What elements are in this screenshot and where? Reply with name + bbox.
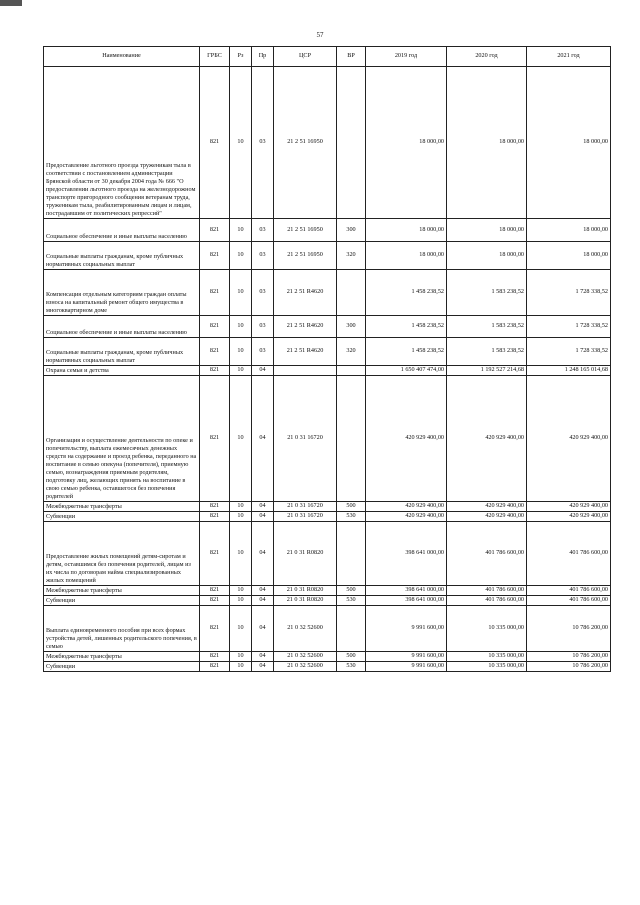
cell-rz: 10 <box>230 652 252 662</box>
cell-csr: 21 0 31 R0820 <box>274 596 337 606</box>
cell-name: Социальное обеспечение и иные выплаты населению <box>44 316 200 338</box>
cell-rz: 10 <box>230 662 252 672</box>
cell-2020: 1 583 238,52 <box>447 270 527 316</box>
cell-csr: 21 2 51 R4620 <box>274 270 337 316</box>
cell-name: Социальные выплаты гражданам, кроме публичных нормативных социальных выплат <box>44 338 200 366</box>
cell-pr: 04 <box>252 376 274 502</box>
cell-2021: 1 728 338,52 <box>527 316 611 338</box>
table-row <box>44 219 611 242</box>
cell-name: Компенсация отдельным категориям граждан оплаты взноса на капитальный ремонт общего имущества в многоквартирном доме <box>44 270 200 316</box>
table-row <box>44 652 611 662</box>
cell-2020: 1 583 238,52 <box>447 316 527 338</box>
cell-2019: 420 929 400,00 <box>366 512 447 522</box>
cell-2019: 9 991 600,00 <box>366 606 447 652</box>
cell-name: Предоставление льготного проезда труженикам тыла в соответствии с постановлением администрации Брянской области от 30 декабря 2004 года № 666 "О предоставлении льготного проезда на железнодорожном транспорте пригородного сообщения ветеранам труда, труженикам тыла, реабилитированным лицам и лицам, пострадавшим от политических репрессий" <box>44 67 200 219</box>
header-name: Наименование <box>44 47 200 67</box>
cell-csr <box>274 366 337 376</box>
cell-vr: 500 <box>337 652 366 662</box>
cell-vr <box>337 67 366 219</box>
cell-grbs: 821 <box>200 662 230 672</box>
cell-2021: 420 929 400,00 <box>527 512 611 522</box>
cell-2020: 10 335 000,00 <box>447 662 527 672</box>
cell-2021: 10 786 200,00 <box>527 606 611 652</box>
cell-rz: 10 <box>230 270 252 316</box>
cell-2019: 1 650 407 474,00 <box>366 366 447 376</box>
cell-grbs: 821 <box>200 219 230 242</box>
cell-2021: 420 929 400,00 <box>527 502 611 512</box>
cell-rz: 10 <box>230 512 252 522</box>
header-pr: Пр <box>252 47 274 67</box>
cell-vr: 300 <box>337 219 366 242</box>
cell-2020: 420 929 400,00 <box>447 502 527 512</box>
cell-grbs: 821 <box>200 338 230 366</box>
cell-vr <box>337 376 366 502</box>
cell-2021: 1 248 165 014,68 <box>527 366 611 376</box>
cell-vr: 530 <box>337 596 366 606</box>
cell-2019: 420 929 400,00 <box>366 376 447 502</box>
header-csr: ЦСР <box>274 47 337 67</box>
cell-2019: 9 991 600,00 <box>366 652 447 662</box>
table-row <box>44 67 611 219</box>
cell-2020: 1 192 527 214,68 <box>447 366 527 376</box>
header-rz: Рз <box>230 47 252 67</box>
cell-name: Выплата единовременного пособия при всех формах устройства детей, лишенных родительского попечения, в семью <box>44 606 200 652</box>
header-vr: ВР <box>337 47 366 67</box>
cell-csr: 21 0 31 R0820 <box>274 522 337 586</box>
cell-2021: 18 000,00 <box>527 242 611 270</box>
cell-vr: 300 <box>337 316 366 338</box>
cell-rz: 10 <box>230 596 252 606</box>
cell-name: Субвенции <box>44 662 200 672</box>
cell-csr: 21 0 32 52600 <box>274 606 337 652</box>
cell-csr: 21 0 32 52600 <box>274 652 337 662</box>
cell-csr: 21 0 31 16720 <box>274 502 337 512</box>
table-row <box>44 502 611 512</box>
cell-name: Субвенции <box>44 596 200 606</box>
header-2020: 2020 год <box>447 47 527 67</box>
cell-csr: 21 2 51 16950 <box>274 242 337 270</box>
cell-csr: 21 2 51 16950 <box>274 219 337 242</box>
header-grbs: ГРБС <box>200 47 230 67</box>
cell-2021: 10 786 200,00 <box>527 652 611 662</box>
cell-rz: 10 <box>230 219 252 242</box>
cell-vr: 530 <box>337 662 366 672</box>
cell-name: Социальное обеспечение и иные выплаты населению <box>44 219 200 242</box>
cell-2019: 1 458 238,52 <box>366 270 447 316</box>
cell-grbs: 821 <box>200 596 230 606</box>
cell-rz: 10 <box>230 67 252 219</box>
cell-2021: 401 786 600,00 <box>527 586 611 596</box>
table-row <box>44 338 611 366</box>
cell-2020: 420 929 400,00 <box>447 376 527 502</box>
cell-pr: 04 <box>252 606 274 652</box>
table-row <box>44 316 611 338</box>
cell-2021: 18 000,00 <box>527 67 611 219</box>
table-row <box>44 366 611 376</box>
cell-grbs: 821 <box>200 316 230 338</box>
page-number: 57 <box>316 31 324 39</box>
cell-pr: 04 <box>252 652 274 662</box>
cell-grbs: 821 <box>200 366 230 376</box>
cell-vr <box>337 366 366 376</box>
cell-csr: 21 2 51 16950 <box>274 67 337 219</box>
cell-vr <box>337 522 366 586</box>
cell-2020: 401 786 600,00 <box>447 596 527 606</box>
cell-grbs: 821 <box>200 512 230 522</box>
header-2019: 2019 год <box>366 47 447 67</box>
cell-2019: 18 000,00 <box>366 67 447 219</box>
cell-rz: 10 <box>230 502 252 512</box>
cell-vr: 500 <box>337 586 366 596</box>
cell-pr: 04 <box>252 502 274 512</box>
cell-2019: 18 000,00 <box>366 242 447 270</box>
table-row <box>44 270 611 316</box>
table-row <box>44 662 611 672</box>
cell-name: Организация и осуществление деятельности по опеке и попечительству, выплата ежемесячных денежных средств на содержание и проезд ребенка, переданного на воспитание в семью опекуна (попечителя), приемную семью, вознаграждения приемным родителям, подготовку лиц, желающих принять на воспитание в свою семью ребенка, оставшегося без попечения родителей <box>44 376 200 502</box>
cell-name: Субвенции <box>44 512 200 522</box>
cell-2020: 10 335 000,00 <box>447 652 527 662</box>
cell-vr: 530 <box>337 512 366 522</box>
header-2021: 2021 год <box>527 47 611 67</box>
cell-2021: 401 786 600,00 <box>527 596 611 606</box>
cell-name: Межбюджетные трансферты <box>44 652 200 662</box>
cell-2021: 10 786 200,00 <box>527 662 611 672</box>
table-row <box>44 242 611 270</box>
cell-vr <box>337 270 366 316</box>
cell-vr: 320 <box>337 338 366 366</box>
cell-name: Межбюджетные трансферты <box>44 586 200 596</box>
table-row <box>44 606 611 652</box>
cell-rz: 10 <box>230 522 252 586</box>
cell-2020: 1 583 238,52 <box>447 338 527 366</box>
cell-2019: 420 929 400,00 <box>366 502 447 512</box>
cell-rz: 10 <box>230 376 252 502</box>
cell-name: Социальные выплаты гражданам, кроме публичных нормативных социальных выплат <box>44 242 200 270</box>
cell-pr: 04 <box>252 662 274 672</box>
cell-rz: 10 <box>230 586 252 596</box>
cell-2021: 420 929 400,00 <box>527 376 611 502</box>
cell-csr: 21 0 32 52600 <box>274 662 337 672</box>
cell-vr <box>337 606 366 652</box>
cell-2020: 401 786 600,00 <box>447 522 527 586</box>
table-header-row <box>44 47 611 67</box>
cell-2021: 1 728 338,52 <box>527 338 611 366</box>
cell-2021: 18 000,00 <box>527 219 611 242</box>
cell-rz: 10 <box>230 366 252 376</box>
cell-rz: 10 <box>230 316 252 338</box>
cell-2020: 10 335 000,00 <box>447 606 527 652</box>
cell-pr: 04 <box>252 596 274 606</box>
cell-grbs: 821 <box>200 502 230 512</box>
cell-2019: 398 641 000,00 <box>366 522 447 586</box>
cell-pr: 03 <box>252 67 274 219</box>
cell-pr: 03 <box>252 338 274 366</box>
cell-2020: 18 000,00 <box>447 67 527 219</box>
cell-2020: 420 929 400,00 <box>447 512 527 522</box>
table-body <box>44 67 611 672</box>
cell-grbs: 821 <box>200 586 230 596</box>
cell-pr: 03 <box>252 219 274 242</box>
cell-2019: 398 641 000,00 <box>366 586 447 596</box>
cell-grbs: 821 <box>200 376 230 502</box>
table-row <box>44 522 611 586</box>
cell-name: Охрана семьи и детства <box>44 366 200 376</box>
scan-corner-mark <box>0 0 22 6</box>
cell-grbs: 821 <box>200 522 230 586</box>
cell-pr: 03 <box>252 242 274 270</box>
table-row <box>44 376 611 502</box>
cell-2019: 1 458 238,52 <box>366 338 447 366</box>
cell-rz: 10 <box>230 606 252 652</box>
cell-2019: 9 991 600,00 <box>366 662 447 672</box>
table-row <box>44 596 611 606</box>
cell-vr: 320 <box>337 242 366 270</box>
cell-vr: 500 <box>337 502 366 512</box>
cell-pr: 04 <box>252 512 274 522</box>
budget-table <box>43 46 611 672</box>
cell-pr: 04 <box>252 366 274 376</box>
cell-grbs: 821 <box>200 67 230 219</box>
cell-2021: 1 728 338,52 <box>527 270 611 316</box>
cell-pr: 04 <box>252 586 274 596</box>
cell-grbs: 821 <box>200 652 230 662</box>
table-row <box>44 512 611 522</box>
cell-csr: 21 0 31 16720 <box>274 376 337 502</box>
cell-pr: 03 <box>252 316 274 338</box>
cell-grbs: 821 <box>200 606 230 652</box>
cell-name: Предоставление жилых помещений детям-сиротам и детям, оставшимся без попечения родителей, лицам из их числа по договорам найма специализированных жилых помещений <box>44 522 200 586</box>
cell-pr: 04 <box>252 522 274 586</box>
cell-2020: 18 000,00 <box>447 242 527 270</box>
cell-2020: 401 786 600,00 <box>447 586 527 596</box>
table-row <box>44 586 611 596</box>
cell-2021: 401 786 600,00 <box>527 522 611 586</box>
cell-pr: 03 <box>252 270 274 316</box>
cell-csr: 21 0 31 R0820 <box>274 586 337 596</box>
cell-csr: 21 2 51 R4620 <box>274 316 337 338</box>
cell-rz: 10 <box>230 338 252 366</box>
cell-2019: 1 458 238,52 <box>366 316 447 338</box>
cell-2020: 18 000,00 <box>447 219 527 242</box>
cell-grbs: 821 <box>200 242 230 270</box>
cell-2019: 398 641 000,00 <box>366 596 447 606</box>
cell-csr: 21 0 31 16720 <box>274 512 337 522</box>
cell-2019: 18 000,00 <box>366 219 447 242</box>
cell-name: Межбюджетные трансферты <box>44 502 200 512</box>
cell-csr: 21 2 51 R4620 <box>274 338 337 366</box>
cell-grbs: 821 <box>200 270 230 316</box>
cell-rz: 10 <box>230 242 252 270</box>
